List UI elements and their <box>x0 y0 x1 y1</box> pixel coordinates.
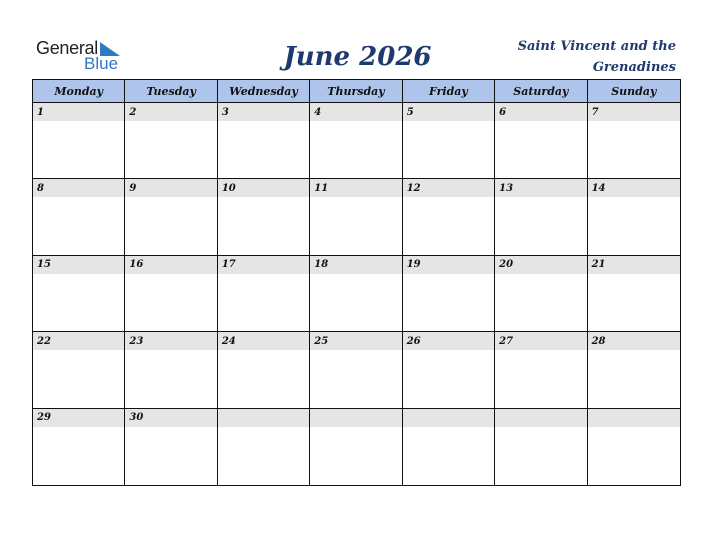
weekday-header: Wednesday <box>218 80 310 103</box>
day-cell <box>125 256 217 332</box>
day-cell <box>495 103 587 179</box>
day-cell <box>33 256 125 332</box>
day-cell <box>403 256 495 332</box>
day-number: 2 <box>125 103 216 121</box>
day-cell <box>33 179 125 255</box>
day-number: 17 <box>218 256 309 274</box>
day-number: 13 <box>495 179 586 197</box>
day-number: 24 <box>218 332 309 350</box>
day-number: 11 <box>310 179 401 197</box>
day-number: 3 <box>218 103 309 121</box>
day-cell <box>403 332 495 408</box>
day-cell <box>218 409 310 485</box>
day-cell <box>33 332 125 408</box>
weekday-header: Saturday <box>495 80 587 103</box>
weekday-header: Thursday <box>310 80 402 103</box>
day-number: 12 <box>403 179 494 197</box>
day-number <box>588 409 680 427</box>
day-number: 5 <box>403 103 494 121</box>
day-cell <box>403 409 495 485</box>
day-cell <box>310 409 402 485</box>
day-cell <box>310 256 402 332</box>
day-cell <box>310 103 402 179</box>
day-cell <box>588 409 680 485</box>
day-number: 14 <box>588 179 680 197</box>
day-number: 19 <box>403 256 494 274</box>
generalblue-logo <box>36 38 136 74</box>
logo-blue-text: Blue <box>84 54 119 73</box>
day-cell <box>495 332 587 408</box>
day-number: 6 <box>495 103 586 121</box>
day-cell <box>588 179 680 255</box>
day-number <box>495 409 586 427</box>
day-cell <box>33 409 125 485</box>
day-cell <box>218 103 310 179</box>
day-cell <box>403 179 495 255</box>
region-name: Saint Vincent and the Grenadines <box>517 39 676 75</box>
day-cell <box>125 409 217 485</box>
day-cell <box>495 179 587 255</box>
day-number: 9 <box>125 179 216 197</box>
day-cell <box>125 179 217 255</box>
day-cell <box>588 332 680 408</box>
page-title: June 2026 <box>283 42 432 72</box>
day-number: 29 <box>33 409 124 427</box>
weekday-header: Tuesday <box>125 80 217 103</box>
day-cell <box>495 256 587 332</box>
day-number: 8 <box>33 179 124 197</box>
day-cell <box>218 179 310 255</box>
day-number: 18 <box>310 256 401 274</box>
day-number: 25 <box>310 332 401 350</box>
weekday-header: Friday <box>403 80 495 103</box>
day-number: 20 <box>495 256 586 274</box>
day-number <box>310 409 401 427</box>
logo-general-text: General <box>36 38 98 58</box>
day-cell <box>218 332 310 408</box>
day-cell <box>495 409 587 485</box>
day-number: 15 <box>33 256 124 274</box>
weekday-header: Sunday <box>588 80 680 103</box>
day-number: 1 <box>33 103 124 121</box>
day-cell <box>218 256 310 332</box>
day-number: 30 <box>125 409 216 427</box>
day-number: 23 <box>125 332 216 350</box>
day-number: 27 <box>495 332 586 350</box>
day-cell <box>125 332 217 408</box>
day-number <box>218 409 309 427</box>
weekday-header: Monday <box>33 80 125 103</box>
day-number: 28 <box>588 332 680 350</box>
day-number: 4 <box>310 103 401 121</box>
day-cell <box>310 179 402 255</box>
calendar-grid <box>32 79 681 486</box>
day-cell <box>588 256 680 332</box>
day-number: 22 <box>33 332 124 350</box>
day-cell <box>310 332 402 408</box>
day-number: 21 <box>588 256 680 274</box>
day-number: 7 <box>588 103 680 121</box>
day-number: 10 <box>218 179 309 197</box>
day-number: 26 <box>403 332 494 350</box>
day-cell <box>33 103 125 179</box>
day-cell <box>125 103 217 179</box>
day-cell <box>403 103 495 179</box>
day-number <box>403 409 494 427</box>
day-number: 16 <box>125 256 216 274</box>
day-cell <box>588 103 680 179</box>
